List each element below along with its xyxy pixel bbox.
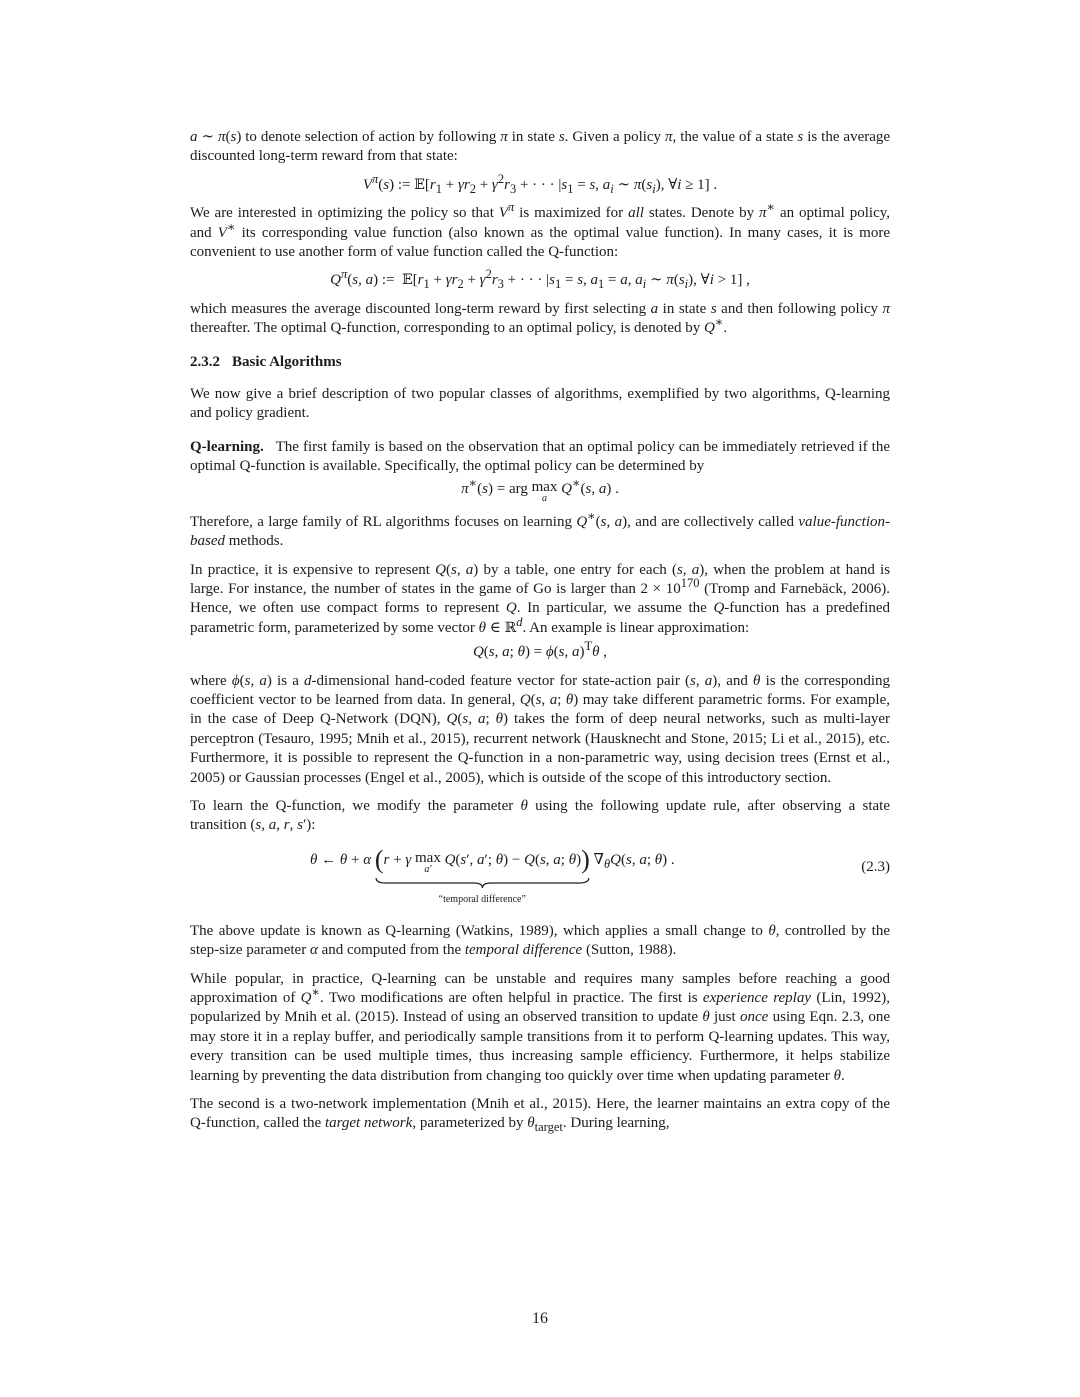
paragraph-q-definition: which measures the average discounted long-term reward by first selecting a in state s and then following policy π thereafter. The optimal Q-function, corresponding to an optimal policy, is denoted by Q∗.	[190, 300, 890, 337]
paragraph-function-approx: In practice, it is expensive to represent Q(s, a) by a table, one entry for each (s, a), when the problem at hand is large. For instance, the number of states in the game of Go is larger than $2 \times 10^{170}$ (Tromp and Farnebäck, 2006). Hence, we often use compact forms to represent Q. In particular, we assume the Q-function has a predefined parametric form, parameterized by some vector θ ∈ ℝ$^d$. An example is linear approximation:	[190, 561, 891, 636]
temporal-difference-term: (r + γ max a′ Q(s′, a′; θ) − Q(s, a; θ)) “temporal difference”	[375, 850, 590, 875]
paragraph-value-based: Therefore, a large family of RL algorithms focuses on learning Q∗(s, a), and are collectively called value-function-based methods.	[190, 508, 891, 550]
paragraph-q-learning: Q-learning. The first family is based on the observation that an optimal policy can be immediately retrieved if the optimal Q-function is available. Specifically, the optimal policy can be determined by	[190, 438, 890, 475]
equation-linear-approx: Q(s, a; θ) = ϕ(s, a)$^T$θ ,	[472, 639, 608, 661]
paper-page	[190, 128, 890, 1143]
section-heading: 2.3.2 Basic Algorithms	[190, 353, 342, 370]
paragraph-optimal-policy: We are interested in optimizing the policy so that $V^\pi$ is maximized for all states. Denote by π∗ an optimal policy, and V∗ its corresponding value function (also known as the optimal value function). In many cases, it is more convenient to use another form of value function called the Q-function:	[190, 200, 891, 261]
underbrace	[375, 878, 590, 888]
paragraph-experience-replay: While popular, in practice, Q-learning can be unstable and requires many samples before reaching a good approximation of Q∗. Two modifications are often helpful in practice. The first is experience replay (Lin, 1992), popularized by Mnih et al. (2015). Instead of using an observed transition to update θ just once using Eqn. 2.3, one may store it in a replay buffer, and periodically sample transitions from it to perform Q-learning updates. This way, every transition can be used multiple times, thus increasing sample efficiency. Furthermore, it helps stabilize learning by preventing the data distribution from changing too quickly over time when updating parameter θ.	[190, 970, 891, 1084]
equation-argmax-policy: π∗(s) = arg max a Q∗(s, a) .	[461, 475, 619, 504]
paragraph-policy-value: a ∼ π(s) to denote selection of action by following π in state s. Given a policy π, the value of a state s is the average discounted long-term reward from that state:	[190, 129, 891, 165]
run-in-heading: Q-learning.	[190, 438, 264, 455]
page-number: 16	[532, 1310, 548, 1327]
paragraph-temporal-difference: The above update is known as Q-learning (Watkins, 1989), which applies a small change to θ, controlled by the step-size parameter α and computed from the temporal difference (Sutton, 1988).	[190, 922, 891, 959]
paragraph-intro-algorithms: We now give a brief description of two popular classes of algorithms, exemplified by two algorithms, Q-learning and policy gradient.	[190, 386, 890, 422]
paragraph-update-rule: To learn the Q-function, we modify the parameter θ using the following update rule, after observing a state transition (s, a, r, s′):	[190, 797, 891, 834]
equation-number: (2.3)	[861, 858, 890, 875]
paragraph-feature-vector: where ϕ(s, a) is a d-dimensional hand-coded feature vector for state-action pair (s, a), and θ is the corresponding coefficient vector to be learned from data. In general, Q(s, a; θ) may take different parametric forms. For example, in the case of Deep Q-Network (DQN), Q(s, a; θ) takes the form of deep neural networks, such as multi-layer perceptron (Tesauro, 1995; Mnih et al., 2015), recurrent network (Hausknecht and Stone, 2015; Li et al., 2015), etc. Furthermore, it is possible to represent the Q-function in a non-parametric way, using decision trees (Ernst et al., 2005) or Gaussian processes (Engel et al., 2005), which is outside of the scope of this introductory section.	[190, 672, 891, 786]
equation-value-function: $V^\pi(s)$ := $𝔼[r_1 + \gamma r_2 + \gamma^2r_3$ + · · · $|s_1 = s$, $a_i$ ∼ $\pi(s_i)$, ∀i ≥ 1] .	[362, 171, 718, 196]
underbrace-label: “temporal difference”	[438, 893, 526, 905]
equation-q-function: $Q^\pi(s$, a) := $𝔼[r_1 + \gamma r_2 + \gamma^2r_3$ + · · · $|s_1 = s$, $a_1 = a$, $a_i$ ∼ $\pi(s_i)$, ∀i > 1] ,	[330, 267, 750, 292]
equation-q-learning-update: θ ← θ + α (r + γ max a′ Q(s′, a′; θ) − Q(s, a; θ)) “temporal difference” $\nabla_\theta Q(s$, a; θ) . (2.3)	[190, 850, 890, 908]
paragraph-target-network: The second is a two-network implementation (Mnih et al., 2015). Here, the learner maintains an extra copy of the Q-function, called the target network, parameterized by $\theta_{target}$. During learning,	[190, 1096, 890, 1135]
